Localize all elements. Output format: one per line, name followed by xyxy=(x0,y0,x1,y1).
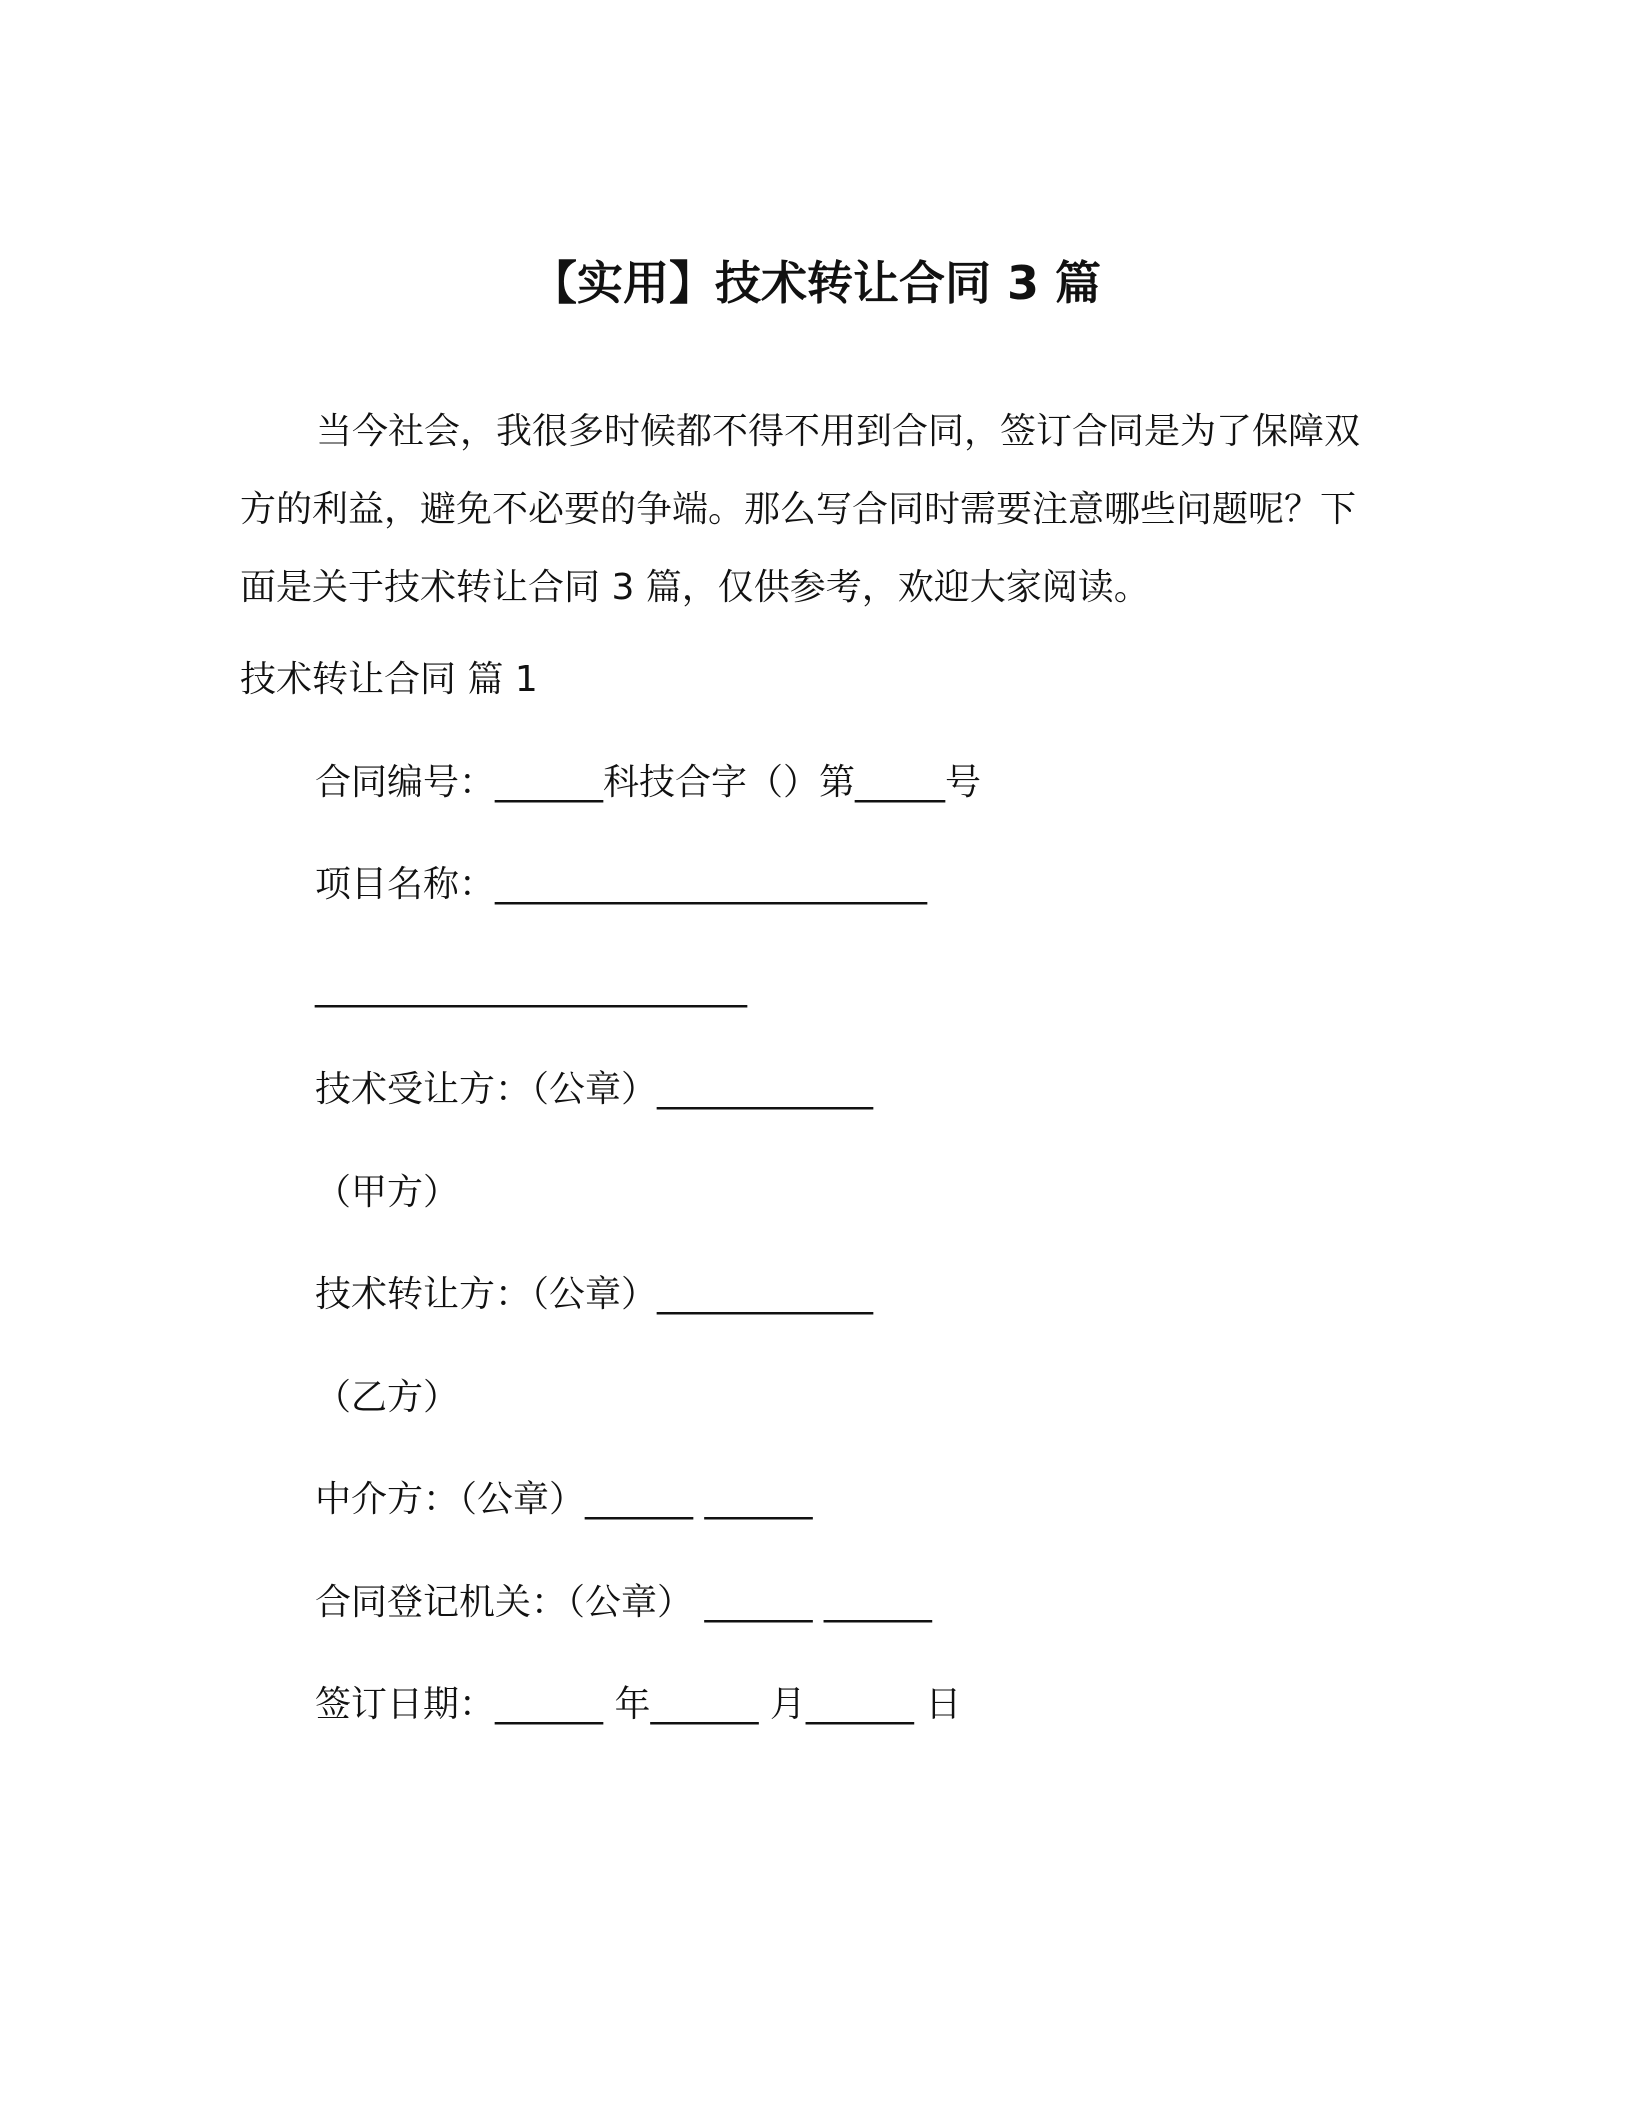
transferee-field: 技术受让方：（公章）____________ xyxy=(315,1069,874,1110)
project-name-continuation: ________________________ xyxy=(315,967,747,1008)
project-name-field: 项目名称：________________________ xyxy=(315,864,928,905)
party-a-label: （甲方） xyxy=(315,1172,460,1213)
transferor-field: 技术转让方：（公章）____________ xyxy=(315,1274,874,1315)
signing-date-field: 签订日期：______ 年______ 月______ 日 xyxy=(315,1684,962,1725)
intermediary-field: 中介方：（公章）______ ______ xyxy=(315,1479,813,1520)
document-title: 【实用】技术转让合同 3 篇 xyxy=(530,255,1102,310)
party-b-label: （乙方） xyxy=(315,1377,460,1418)
section-heading: 技术转让合同 篇 1 xyxy=(240,659,538,700)
intro-paragraph: 当今社会，我很多时候都不得不用到合同，签订合同是为了保障双方的利益，避免不必要的争端。那么写合同时需要注意哪些问题呢？下面是关于技术转让合同 3 篇，仅供参考，欢迎大家阅读。 xyxy=(240,411,1361,608)
contract-number-field: 合同编号：______科技合字（）第_____号 xyxy=(315,762,982,803)
registration-authority-field: 合同登记机关：（公章） ______ ______ xyxy=(315,1582,932,1623)
